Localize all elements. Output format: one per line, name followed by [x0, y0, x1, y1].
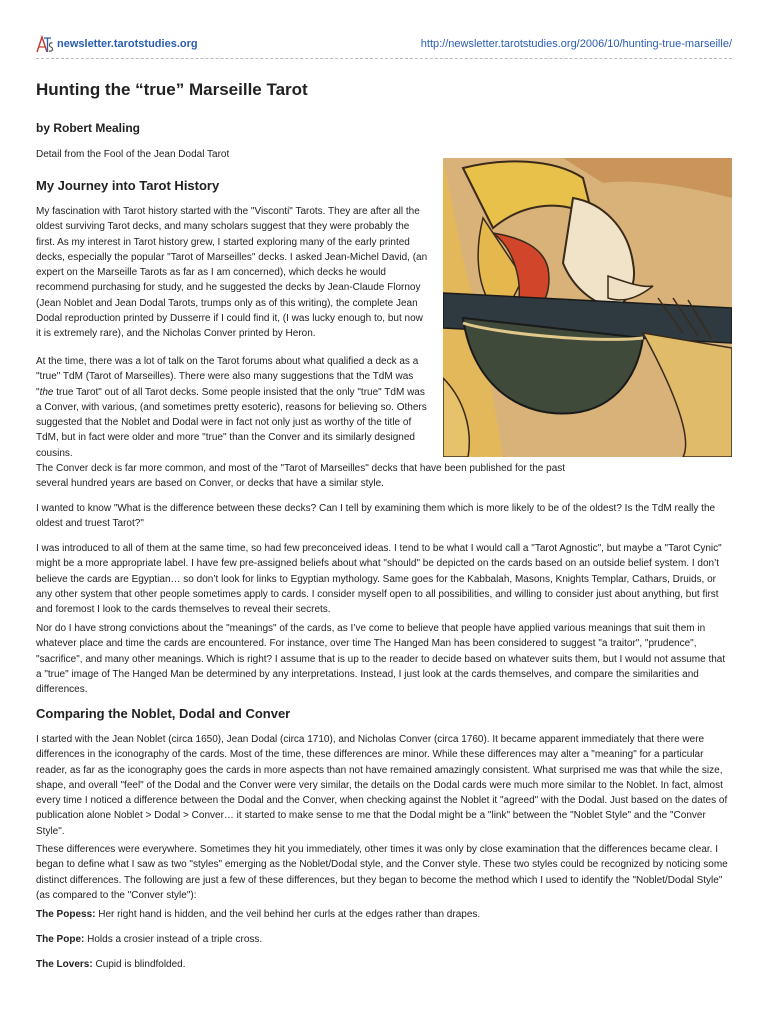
fool-card-illustration — [443, 158, 732, 457]
paragraph: At the time, there was a lot of talk on the Tarot forums about what qualified a deck as a "true" TdM (Tarot of Marseilles). There were also many suggestions that the TdM was "the true Tarot" out of all Tarot decks. Some people insisted that the only "true" TdM was a Conver, with various, (and sometimes pretty esoteric), reasons for believing so. Others suggested that the Noblet and Dodal were in fact not only just as worthy of the title of TdM, but in fact were older and more "true" than the Conver and its similarly designed cousins. — [36, 356, 427, 459]
list-item-popess: The Popess: Her right hand is hidden, and the veil behind her curls at the edges rather than drapes. — [36, 909, 481, 920]
paragraph: Nor do I have strong convictions about the "meanings" of the cards, as I’ve come to believe that people have applied various meanings that suit them in whatever place and time the cards are encountered. For instance, over time The Hanged Man has been considered to suggest "a traitor", "prudence", "sacrifice", and many other meanings. Which is right? I assume that is up to the reader to decide based on whatever suits them, but I would not assume that a "true" image of The Hanged Man be determined by any interpretations. Instead, I just look at the cards themselves, and compare the similarities and differences. — [36, 623, 726, 696]
paragraph: These differences were everywhere. Sometimes they hit you immediately, other times it was only by close examination that the differences became clear. I began to define what I saw as two "styles" emerging as the Noblet/Dodal style, and the Conver style. These two styles could be recognized by noticing some distinct differences. The following are just a few of these differences, but they began to become the method which I used to identify the "Noblet/Dodal Style" (as compared to the "Conver style"): — [36, 844, 728, 901]
paragraph: The Conver deck is far more common, and most of the "Tarot of Marseilles" decks that have been published for the past several hundred years are based on Conver, or decks that have a similar style. — [36, 463, 566, 490]
paragraph: My fascination with Tarot history started with the "Visconti" Tarots. They are after all the oldest surviving Tarot decks, and many scholars suggest that they were probably the first. As my interest in Tarot history grew, I started exploring many of the early printed decks, especially the popular "Tarot of Marseilles" decks. I asked Jean-Michel David, (an expert on the Marseille Tarots as far as I am concerned), which decks he would recommend purchasing for study, and he suggested the decks by Jean-Claude Flornoy (Jean Noblet and Jean Dodal Tarots, trumps only as of this writing), the complete Jean Dodal reproduction printed by Dusserre if I could find it, (I was lucky enough to, but now it is extremely rare), and the Nicholas Conver printed by Heron. — [36, 206, 428, 340]
page-header — [36, 34, 732, 59]
section-heading-comparing: Comparing the Noblet, Dodal and Conver — [36, 706, 291, 721]
fool-card-detail-image — [443, 158, 732, 457]
paragraph: I started with the Jean Noblet (circa 1650), Jean Dodal (circa 1710), and Nicholas Conver (circa 1760). It became apparent immediately that there were differences in the iconography of the cards. Most of the time, these differences are minor. While these differences may alter a "meaning" for a particular reader, as far as the iconography goes the cards in more aspects than not have remained amazingly consistent. What surprised me was that while the size, shape, and overall "feel" of the Dodal and the Conver were very similar, the details on the Dodal cards were much more similar to the Noblet. In fact, almost every time I noticed a difference between the Dodal and the Conver, when checking against the Noblet it "agreed" with the Dodal. Just based on the dates of publication alone Noblet > Dodal > Conver… it started to make sense to me that the Dodal might be a "link" between the "Noblet Style" and the "Conver Style". — [36, 734, 728, 837]
paragraph: I was introduced to all of them at the same time, so had few preconceived ideas. I tend to be what I would call a "Tarot Agnostic", but maybe a "Tarot Cynic" might be a more appropriate label. I have few pre-assigned beliefs about what "should" be depicted on the cards based on an outside belief system. I don’t believe the cards are Egyptian… so don’t look for links to Egyptian mythology. Same goes for the Kabbalah, Masons, Knights Templar, Cathars, Druids, or any other system that other people sometimes apply to cards. I consider myself open to all possibilities, and willing to consider just about anything, but first and foremost I look to the cards themselves to reveal their secrets. — [36, 543, 722, 616]
ats-logo-icon — [36, 34, 54, 54]
article-byline: by Robert Mealing — [36, 121, 141, 135]
site-link[interactable]: newsletter.tarotstudies.org — [57, 38, 198, 50]
article-title: Hunting the “true” Marseille Tarot — [36, 80, 308, 99]
list-item-pope: The Pope: Holds a crosier instead of a triple cross. — [36, 934, 263, 945]
list-item-lovers: The Lovers: Cupid is blindfolded. — [36, 959, 186, 970]
section-heading-journey: My Journey into Tarot History — [36, 178, 220, 193]
paragraph: I wanted to know "What is the difference between these decks? Can I tell by examining them which is more likely to be of the oldest? Is the TdM really the oldest and truest Tarot?" — [36, 503, 716, 530]
article-url-link[interactable]: http://newsletter.tarotstudies.org/2006/10/hunting-true-marseille/ — [420, 38, 732, 50]
image-caption: Detail from the Fool of the Jean Dodal Tarot — [36, 149, 230, 160]
